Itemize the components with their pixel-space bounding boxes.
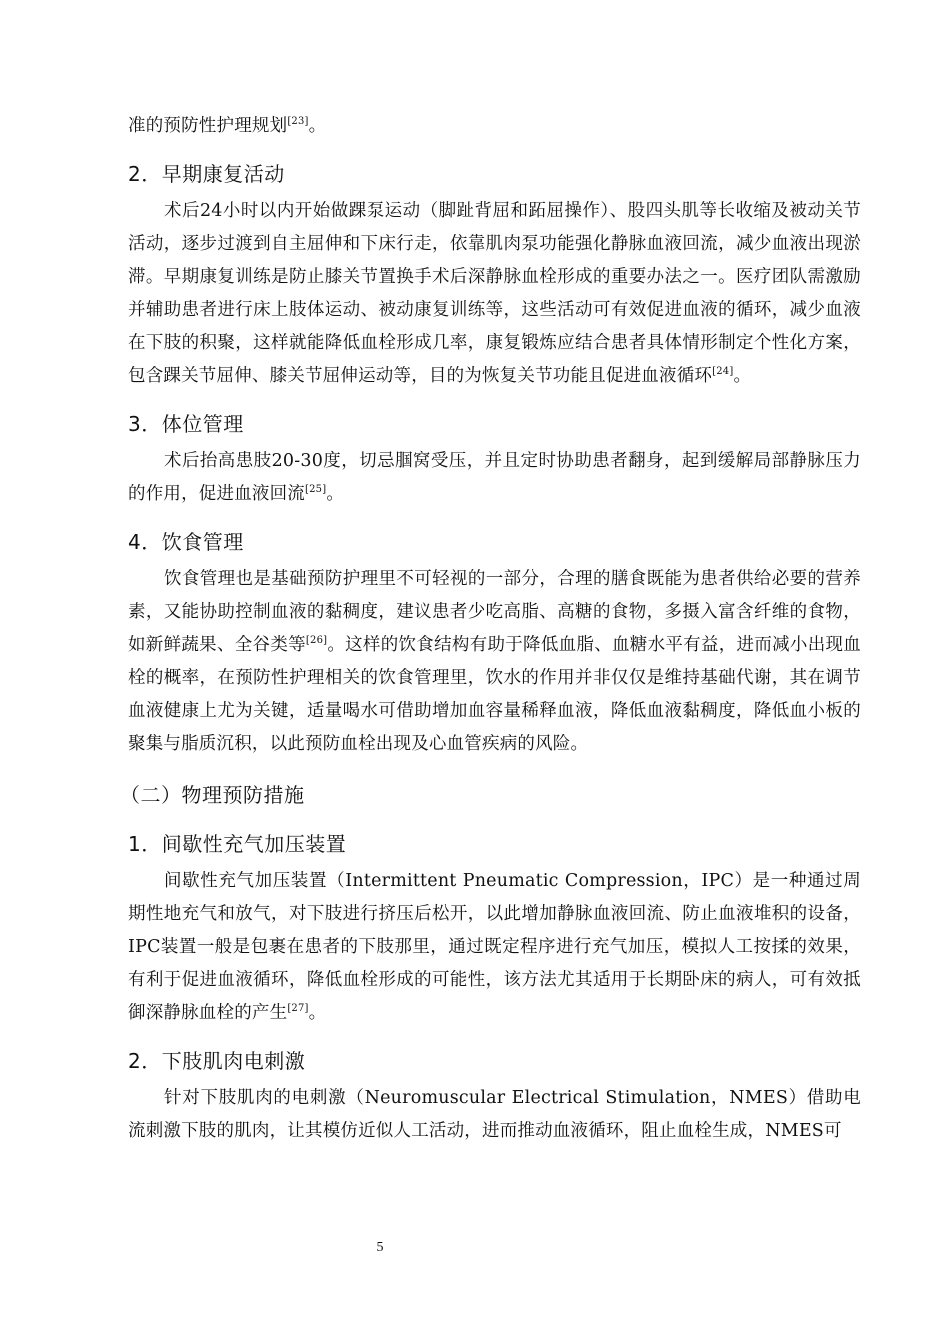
heading-physical-prevention: （二）物理预防措施 [120, 783, 305, 807]
citation-23: [23] [287, 116, 309, 127]
paragraph-text: 间歇性充气加压装置（Intermittent Pneumatic Compression，IPC）是一种通过周期性地充气和放气，对下肢进行挤压后松开，以此增加静脉血液回流、防止血液堆积的设备，IPC装置一般是包裹在患者的下肢那里，通过既定程序进行充气加压，模拟人工按揉的效果，有利于促进血液循环，降低血栓形成的可能性，该方法尤其适用于长期卧床的病人，可有效抵御深静脉血栓的产生 [128, 871, 861, 1023]
page-number: 5 [376, 1240, 384, 1255]
heading-diet-management: 4．饮食管理 [128, 530, 244, 554]
paragraph-tail: 。 [733, 366, 752, 386]
paragraph-text: 饮食管理也是基础预防护理里不可轻视的一部分，合理的膳食既能为患者供给必要的营养素，又能协助控制血液的黏稠度，建议患者少吃高脂、高糖的食物，多摄入富含纤维的食物，如新鲜蔬果、全谷类等 [128, 569, 861, 655]
heading-position-management: 3．体位管理 [128, 412, 244, 436]
paragraph-diet-management [128, 563, 861, 761]
citation-26: [26] [305, 635, 328, 646]
paragraph-nmes [128, 1082, 861, 1148]
page-content [120, 110, 862, 1148]
paragraph-position-management [128, 445, 861, 511]
paragraph-ipc-device [128, 865, 861, 1030]
heading-nmes: 2．下肢肌肉电刺激 [128, 1049, 306, 1073]
heading-ipc-device: 1．间歇性充气加压装置 [128, 832, 347, 856]
paragraph-tail: 。这样的饮食结构有助于降低血脂、血糖水平有益，进而减小出现血栓的概率，在预防性护理相关的饮食管理里，饮水的作用并非仅仅是维持基础代谢，其在调节血液健康上尤为关键，适量喝水可借助增加血容量稀释血液，降低血液黏稠度，降低血小板的聚集与脂质沉积，以此预防血栓出现及心血管疾病的风险。 [128, 635, 862, 754]
paragraph-text: 术后抬高患肢20-30度，切忌腘窝受压，并且定时协助患者翻身，起到缓解局部静脉压力的作用，促进血液回流 [128, 451, 861, 504]
citation-27: [27] [287, 1003, 309, 1014]
paragraph-tail: 。 [308, 116, 327, 136]
paragraph-early-rehabilitation [128, 195, 861, 393]
heading-early-rehabilitation: 2．早期康复活动 [128, 162, 285, 186]
paragraph-text: 术后24小时以内开始做踝泵运动（脚趾背屈和跖屈操作）、股四头肌等长收缩及被动关节活动，逐步过渡到自主屈伸和下床行走，依靠肌肉泵功能强化静脉血液回流，减少血液出现淤滞。早期康复训练是防止膝关节置换手术后深静脉血栓形成的重要办法之一。医疗团队需激励并辅助患者进行床上肢体运动、被动康复训练等，这些活动可有效促进血液的循环，减少血液在下肢的积聚，这样就能降低血栓形成几率，康复锻炼应结合患者具体情形制定个性化方案，包含踝关节屈伸、膝关节屈伸运动等，目的为恢复关节功能且促进血液循环 [128, 201, 861, 386]
citation-24: [24] [712, 366, 734, 377]
paragraph-text: 准的预防性护理规划 [128, 116, 288, 136]
citation-25: [25] [305, 484, 327, 495]
paragraph-intro-tail [128, 110, 861, 143]
paragraph-tail: 。 [326, 484, 345, 504]
paragraph-text: 针对下肢肌肉的电刺激（Neuromuscular Electrical Stimulation，NMES）借助电流刺激下肢的肌肉，让其模仿近似人工活动，进而推动血液循环，阻止血栓生成，NMES可 [128, 1088, 861, 1141]
paragraph-tail: 。 [308, 1003, 327, 1023]
